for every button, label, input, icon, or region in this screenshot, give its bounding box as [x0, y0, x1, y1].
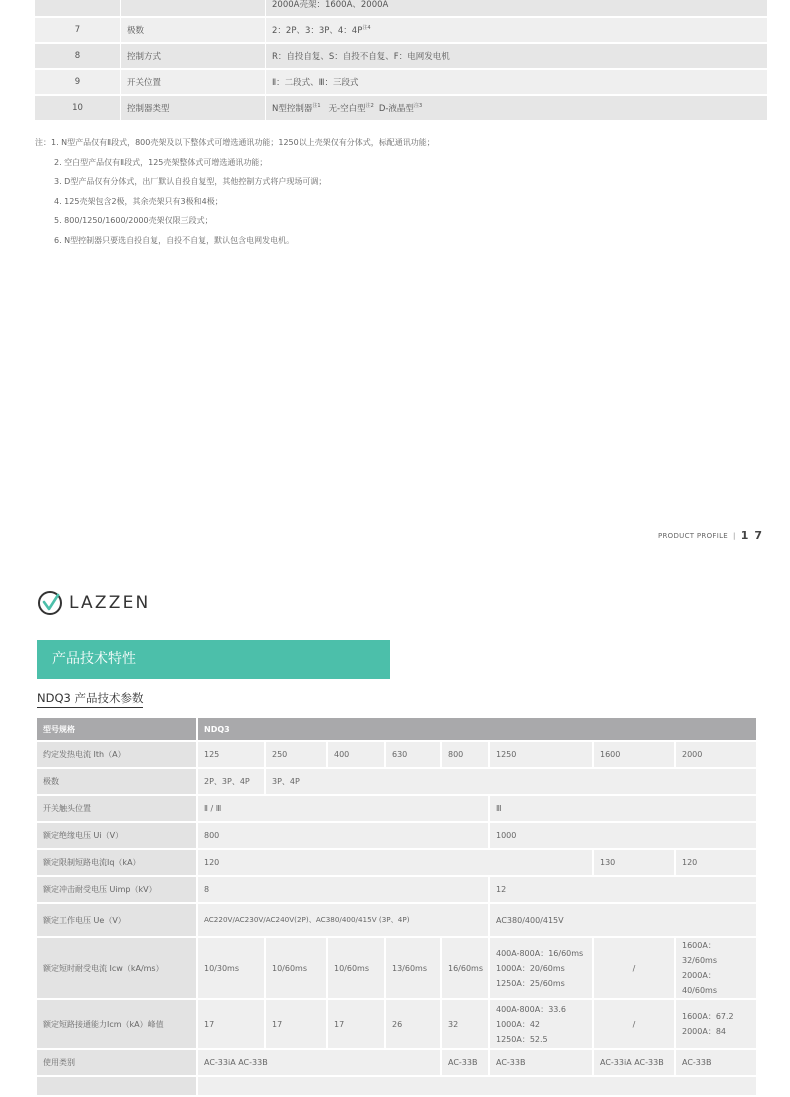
table-cell: Ⅲ — [489, 795, 757, 822]
brand-name: LAZZEN — [69, 593, 151, 613]
note-ref: 注4 — [362, 25, 371, 32]
table-cell — [489, 937, 593, 999]
note-ref: 注2 — [365, 103, 374, 110]
table-row — [35, 17, 768, 43]
row-label — [37, 1076, 197, 1096]
table-cell — [675, 999, 757, 1049]
row-description: 2000A壳架：1600A、2000A — [266, 0, 768, 17]
table-cell: 800 — [197, 822, 489, 849]
cell-line: 1600A：67.2 — [682, 1012, 734, 1021]
table-row — [37, 876, 757, 903]
row-item: 极数 — [121, 17, 266, 43]
table-row — [37, 1076, 757, 1096]
brand-logo — [37, 590, 150, 616]
description-text: 2：2P、3：3P、4：4P — [272, 26, 363, 36]
row-number: 10 — [35, 95, 121, 121]
header-label: 型号规格 — [37, 718, 197, 741]
table-cell: 10/30ms — [197, 937, 265, 999]
table-cell: AC-33B — [441, 1049, 489, 1076]
notes-block — [35, 133, 775, 251]
row-item: 开关位置 — [121, 69, 266, 95]
row-label: 使用类别 — [37, 1049, 197, 1076]
table-header-row — [37, 718, 757, 741]
row-number: 9 — [35, 69, 121, 95]
table-cell: 630 — [385, 741, 441, 768]
row-label: 极数 — [37, 768, 197, 795]
note-line: 注：1. N型产品仅有Ⅱ段式，800壳架及以下整体式可增选通讯功能；1250以上壳架仅有分体式，标配通讯功能； — [35, 138, 435, 147]
table-cell: 120 — [197, 849, 593, 876]
note-line: 5. 800/1250/1600/2000壳架仅限三段式； — [54, 216, 213, 226]
cell-line: 1600A：32/60ms — [682, 941, 718, 965]
table-cell: 1250 — [489, 741, 593, 768]
table-row — [35, 0, 768, 17]
note-line: 4. 125壳架包含2极，其余壳架只有3极和4极； — [54, 196, 223, 206]
table-row — [35, 69, 768, 95]
description-text: N型控制器 — [272, 104, 313, 114]
note-line: 2. 空白型产品仅有Ⅱ段式，125壳架整体式可增选通讯功能； — [54, 157, 268, 167]
table-cell: 2000 — [675, 741, 757, 768]
row-item: 控制方式 — [121, 43, 266, 69]
row-label: 额定短路接通能力Icm（kA）峰值 — [37, 999, 197, 1049]
row-description — [266, 17, 768, 43]
row-description: Ⅱ：二段式、Ⅲ：三段式 — [266, 69, 768, 95]
table-cell: 800 — [441, 741, 489, 768]
table-row — [37, 768, 757, 795]
table-cell — [197, 1076, 757, 1096]
cell-line: 1000A：20/60ms — [496, 963, 565, 973]
row-number — [35, 0, 121, 17]
table-cell: 125 — [197, 741, 265, 768]
cell-line: 1250A：25/60ms — [496, 978, 565, 988]
cell-line: 2000A：40/60ms — [682, 971, 718, 995]
option-code-table — [35, 0, 768, 122]
table-row — [37, 849, 757, 876]
table-cell: Ⅱ / Ⅲ — [197, 795, 489, 822]
table-row — [37, 741, 757, 768]
note-line: 3. D型产品仅有分体式，出厂默认自投自复型，其他控制方式将户现场可调； — [54, 177, 327, 187]
note-ref: 注1 — [312, 103, 321, 110]
table-cell: 13/60ms — [385, 937, 441, 999]
row-label: 约定发热电流 Ith（A） — [37, 741, 197, 768]
table-cell: AC-33iA AC-33B — [197, 1049, 441, 1076]
table-cell: AC-33iA AC-33B — [593, 1049, 675, 1076]
lazzen-logo-icon — [37, 590, 63, 616]
row-number: 7 — [35, 17, 121, 43]
table-cell: 400 — [327, 741, 385, 768]
row-label: 额定工作电压 Ue（V） — [37, 903, 197, 937]
table-cell: 8 — [197, 876, 489, 903]
table-cell: 32 — [441, 999, 489, 1049]
table-cell — [675, 937, 757, 999]
table-row — [37, 903, 757, 937]
table-cell: 120 — [675, 849, 757, 876]
table-cell: 2P、3P、4P — [197, 768, 265, 795]
row-item: 控制器类型 — [121, 95, 266, 121]
row-label: 额定短时耐受电流 Icw（kA/ms） — [37, 937, 197, 999]
table-row — [37, 822, 757, 849]
row-description — [266, 95, 768, 121]
section-banner: 产品技术特性 — [37, 640, 390, 679]
row-label: 开关触头位置 — [37, 795, 197, 822]
table-row — [37, 999, 757, 1049]
row-description: R：自投自复、S：自投不自复、F：电网发电机 — [266, 43, 768, 69]
table-cell: 12 — [489, 876, 757, 903]
table-cell: AC220V/AC230V/AC240V(2P)、AC380/400/415V (3P、4P) — [197, 903, 489, 937]
table-cell: 26 — [385, 999, 441, 1049]
table-cell: 130 — [593, 849, 675, 876]
table-cell: 17 — [327, 999, 385, 1049]
table-cell: / — [593, 999, 675, 1049]
table-cell: / — [593, 937, 675, 999]
table-cell: 1000 — [489, 822, 757, 849]
spec-table — [37, 718, 758, 1097]
table-cell: AC-33B — [675, 1049, 757, 1076]
header-model: NDQ3 — [197, 718, 757, 741]
table-cell: 3P、4P — [265, 768, 757, 795]
table-cell: AC380/400/415V — [489, 903, 757, 937]
cell-line: 2000A：84 — [682, 1027, 727, 1036]
page-footer — [658, 529, 768, 542]
table-cell: 10/60ms — [265, 937, 327, 999]
table-row — [37, 937, 757, 999]
row-item — [121, 0, 266, 17]
cell-line: 1250A：52.5 — [496, 1034, 548, 1044]
page-number: 17 — [740, 529, 768, 542]
note-line: 6. N型控制器只要选自投自复，自投不自复，默认包含电网发电机。 — [54, 235, 295, 245]
table-cell: 1600 — [593, 741, 675, 768]
table-row — [35, 43, 768, 69]
cell-line: 400A-800A：16/60ms — [496, 948, 584, 958]
table-title: NDQ3 产品技术参数 — [37, 690, 143, 708]
cell-line: 400A-800A：33.6 — [496, 1004, 567, 1014]
table-row — [37, 795, 757, 822]
footer-separator: | — [733, 531, 736, 540]
table-cell: AC-33B — [489, 1049, 593, 1076]
table-cell — [489, 999, 593, 1049]
table-cell: 250 — [265, 741, 327, 768]
table-row — [37, 1049, 757, 1076]
table-row — [35, 95, 768, 121]
row-label: 额定绝缘电压 Ui（V） — [37, 822, 197, 849]
description-text: D-液晶型 — [378, 104, 414, 114]
table-cell: 10/60ms — [327, 937, 385, 999]
table-cell: 17 — [265, 999, 327, 1049]
table-cell: 17 — [197, 999, 265, 1049]
row-label: 额定冲击耐受电压 Uimp（kV） — [37, 876, 197, 903]
cell-line: 1000A：42 — [496, 1019, 541, 1029]
row-number: 8 — [35, 43, 121, 69]
row-label: 额定限制短路电流Iq（kA） — [37, 849, 197, 876]
note-ref: 注3 — [413, 103, 423, 110]
footer-label: PRODUCT PROFILE — [658, 531, 729, 540]
description-text: 无-空白型 — [328, 104, 366, 114]
table-cell: 16/60ms — [441, 937, 489, 999]
